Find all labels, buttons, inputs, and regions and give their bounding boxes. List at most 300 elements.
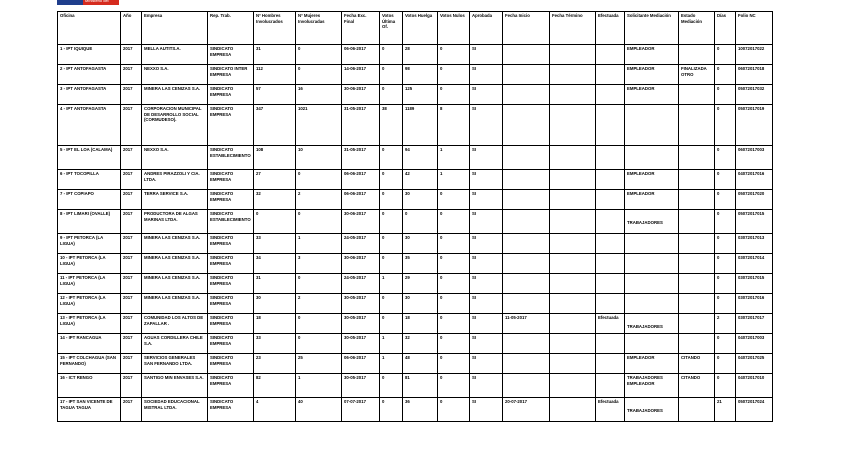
- col-header-fecha-inicio: Fecha Inicio: [503, 12, 550, 45]
- cell-text: 112: [256, 66, 263, 71]
- table-cell: [503, 274, 550, 294]
- table-row: [58, 354, 773, 374]
- col-header-rep-trab: Rep. Trab.: [208, 12, 254, 45]
- cell-text: PRODUCTORA DE ALGAS MARINAS LTDA.: [144, 211, 198, 222]
- cell-text: 0: [717, 295, 720, 300]
- cell-text: 10 - IPT PETORCA (LA LIGUA): [60, 255, 106, 266]
- cell-text: 0: [382, 255, 385, 260]
- cell-text: SI: [472, 211, 477, 216]
- table-cell: [296, 105, 342, 146]
- cell-text: SINDICATO EMPRESA: [210, 86, 234, 97]
- table-cell: [550, 65, 596, 85]
- cell-text: SINDICATO EMPRESA: [210, 275, 234, 286]
- table-cell: [470, 314, 503, 334]
- table-cell: [254, 334, 296, 354]
- table-cell: [715, 210, 736, 234]
- cell-text: 0: [717, 66, 720, 71]
- cell-text: 24-05-2017: [344, 235, 366, 240]
- table-cell: [121, 294, 142, 314]
- table-cell: [142, 210, 208, 234]
- col-header-empresa: Empresa: [142, 12, 208, 45]
- cell-text: SINDICATO EMPRESA: [210, 235, 234, 246]
- cell-text: 0: [405, 211, 408, 216]
- cell-text: SINDICATO EMPRESA: [210, 295, 234, 306]
- cell-text: 33: [256, 335, 261, 340]
- cell-text: SI: [472, 399, 477, 404]
- cell-text: MINERA LAS CENIZAS S.A.: [144, 255, 201, 260]
- cell-text: SANTIGO MIN ENVASES S.A.: [144, 375, 204, 380]
- table-cell: [679, 45, 715, 65]
- cell-text: 6 - IPT TOCOPILLA: [60, 171, 99, 176]
- cell-text: 11 - IPT PETORCA (LA LIGUA): [60, 275, 106, 286]
- table-cell: [736, 170, 773, 190]
- cell-text: 30-06-2017: [344, 211, 366, 216]
- table-cell: [121, 398, 142, 422]
- cell-text: 30-05-2017: [344, 295, 366, 300]
- cell-text: SINDICATO EMPRESA: [210, 46, 234, 57]
- table-cell: [403, 274, 438, 294]
- cell-text: 94: [405, 147, 410, 152]
- table-cell: [715, 334, 736, 354]
- cell-text: 2017: [123, 355, 133, 360]
- col-header-mujeres: Nº Mujeres Involucradas: [296, 12, 342, 45]
- cell-text: 0: [440, 235, 443, 240]
- cell-text: EMPLEADOR: [627, 86, 655, 91]
- table-cell: [550, 170, 596, 190]
- table-cell: [438, 334, 470, 354]
- table-cell: [142, 65, 208, 85]
- table-cell: [142, 105, 208, 146]
- table-row: [58, 374, 773, 398]
- table-cell: [121, 254, 142, 274]
- cell-text: 8 - IPT LIMARI (OVALLE): [60, 211, 111, 216]
- table-cell: [142, 374, 208, 398]
- cell-text: 16: [298, 86, 303, 91]
- table-cell: [380, 190, 403, 210]
- cell-text: 0: [382, 399, 385, 404]
- cell-text: SERVICIOS GENERALES SAN FERNANDO LTDA.: [144, 355, 196, 366]
- cell-text: SINDICATO EMPRESA: [210, 375, 234, 386]
- cell-text: SI: [472, 147, 477, 152]
- table-cell: [503, 146, 550, 170]
- cell-text: 0: [256, 211, 259, 216]
- table-cell: [342, 374, 380, 398]
- table-cell: [342, 170, 380, 190]
- col-header-aprobada: Aprobada: [470, 12, 503, 45]
- table-cell: [142, 274, 208, 294]
- table-cell: [58, 374, 121, 398]
- table-cell: [438, 65, 470, 85]
- cell-text: 29: [405, 275, 410, 280]
- cell-text: 0: [298, 46, 301, 51]
- table-cell: [470, 398, 503, 422]
- cell-text: 0: [298, 66, 301, 71]
- table-cell: [736, 398, 773, 422]
- table-cell: [625, 294, 679, 314]
- table-cell: [121, 65, 142, 85]
- table-cell: [208, 274, 254, 294]
- header-row: [58, 12, 773, 45]
- table-cell: [403, 105, 438, 146]
- table-cell: [254, 170, 296, 190]
- table-cell: [503, 210, 550, 234]
- cell-text: 0: [440, 86, 443, 91]
- cell-text: 31: [256, 275, 261, 280]
- table-cell: [403, 334, 438, 354]
- cell-text: 4 - IPT ANTOFAGASTA: [60, 106, 107, 111]
- table-cell: [679, 146, 715, 170]
- table-cell: [503, 105, 550, 146]
- cell-text: 2017: [123, 171, 133, 176]
- cell-text: SINDICATO ESTABLECIMIENTO: [210, 211, 251, 222]
- cell-text: 20-07-2017: [505, 399, 527, 404]
- cell-text: 07-07-2017: [344, 399, 366, 404]
- cell-text: 0: [717, 355, 720, 360]
- cell-text: 03072017016: [738, 295, 765, 300]
- table-cell: [342, 190, 380, 210]
- table-row: [58, 190, 773, 210]
- cell-text: SINDICATO EMPRESA: [210, 355, 234, 366]
- table-cell: [296, 334, 342, 354]
- cell-text: 1189: [405, 106, 415, 111]
- cell-text: MELLA AUTITS.A.: [144, 46, 181, 51]
- cell-text: 30-05-2017: [344, 375, 366, 380]
- table-cell: [715, 146, 736, 170]
- table-cell: [470, 105, 503, 146]
- cell-text: 0: [382, 211, 385, 216]
- table-cell: [342, 314, 380, 334]
- table-body: [58, 45, 773, 422]
- cell-text: Efectuada: [598, 399, 619, 404]
- table-cell: [596, 170, 625, 190]
- table-cell: [503, 45, 550, 65]
- table-cell: [736, 234, 773, 254]
- cell-text: 1: [298, 375, 301, 380]
- table-cell: [679, 398, 715, 422]
- table-cell: [208, 254, 254, 274]
- table-cell: [296, 65, 342, 85]
- cell-text: 40: [298, 399, 303, 404]
- table-cell: [380, 105, 403, 146]
- table-cell: [296, 146, 342, 170]
- table-cell: [342, 105, 380, 146]
- table-row: [58, 334, 773, 354]
- table-cell: [58, 146, 121, 170]
- cell-text: NEXXO S.A.: [144, 66, 169, 71]
- table-cell: [625, 254, 679, 274]
- table-cell: [715, 65, 736, 85]
- table-cell: [715, 274, 736, 294]
- table-cell: [208, 85, 254, 105]
- cell-text: SI: [472, 295, 477, 300]
- table-cell: [679, 314, 715, 334]
- table-cell: [142, 146, 208, 170]
- cell-text: SINDICATO EMPRESA: [210, 191, 234, 202]
- table-cell: [679, 85, 715, 105]
- table-cell: [596, 234, 625, 254]
- table-cell: [503, 190, 550, 210]
- table-cell: [736, 146, 773, 170]
- table-cell: [503, 374, 550, 398]
- ministry-logo: [57, 0, 119, 9]
- col-header-fecha-exc: Fecha Exc. Final: [342, 12, 380, 45]
- table-row: [58, 398, 773, 422]
- table-cell: [296, 190, 342, 210]
- cell-text: 0: [717, 86, 720, 91]
- cell-text: SI: [472, 86, 477, 91]
- table-cell: [121, 210, 142, 234]
- col-header-votos-ultima: Votos Última Of.: [380, 12, 403, 45]
- table-cell: [296, 294, 342, 314]
- cell-text: 0: [382, 191, 385, 196]
- cell-text: 10072017022: [738, 46, 765, 51]
- cell-text: SI: [472, 235, 477, 240]
- table-cell: [296, 354, 342, 374]
- cell-text: 05072017015: [738, 211, 765, 216]
- table-cell: [296, 254, 342, 274]
- table-cell: [679, 274, 715, 294]
- table-cell: [679, 190, 715, 210]
- table-cell: [58, 398, 121, 422]
- table-cell: [58, 314, 121, 334]
- table-cell: [596, 294, 625, 314]
- cell-text: 06-06-2017: [344, 355, 366, 360]
- table-cell: [380, 254, 403, 274]
- cell-text: MINERA LAS CENIZAS S.A.: [144, 86, 201, 91]
- table-cell: [58, 234, 121, 254]
- table-cell: [254, 274, 296, 294]
- cell-text: 30: [405, 191, 410, 196]
- table-cell: [679, 65, 715, 85]
- table-cell: [254, 374, 296, 398]
- cell-text: 03072017015: [738, 275, 765, 280]
- cell-text: 2017: [123, 147, 133, 152]
- cell-text: 81: [405, 375, 410, 380]
- table-cell: [438, 398, 470, 422]
- table-cell: [470, 146, 503, 170]
- table-cell: [736, 190, 773, 210]
- cell-text: 36: [405, 399, 410, 404]
- cell-text: 04072017003: [738, 335, 765, 340]
- table-cell: [503, 170, 550, 190]
- cell-text: 0: [440, 211, 443, 216]
- cell-text: 42: [405, 171, 410, 176]
- cell-text: 12 - IPT PETORCA (LA LIGUA): [60, 295, 106, 306]
- cell-text: 2017: [123, 211, 133, 216]
- cell-text: 30-06-2017: [344, 255, 366, 260]
- table-cell: [142, 170, 208, 190]
- table-row: [58, 254, 773, 274]
- table-cell: [596, 334, 625, 354]
- table-cell: [625, 170, 679, 190]
- table-cell: [296, 210, 342, 234]
- cell-text: 2017: [123, 295, 133, 300]
- cell-text: 2017: [123, 106, 133, 111]
- table-cell: [736, 314, 773, 334]
- table-cell: [736, 274, 773, 294]
- table-cell: [380, 274, 403, 294]
- cell-text: 14-06-2017: [344, 66, 366, 71]
- cell-text: 0: [382, 315, 385, 320]
- table-cell: [58, 65, 121, 85]
- table-cell: [58, 254, 121, 274]
- table-cell: [625, 85, 679, 105]
- cell-text: TRABAJADORES EMPLEADOR: [627, 375, 663, 386]
- cell-text: 06-06-2017: [344, 191, 366, 196]
- table-cell: [296, 45, 342, 65]
- table-cell: [403, 45, 438, 65]
- cell-text: 1: [298, 235, 301, 240]
- table-cell: [121, 374, 142, 398]
- cell-text: 06072017018: [738, 66, 765, 71]
- cell-text: 1: [382, 355, 385, 360]
- table-cell: [503, 294, 550, 314]
- cell-text: 2 - IPT ANTOFAGASTA: [60, 66, 107, 71]
- cell-text: 0: [382, 147, 385, 152]
- table-row: [58, 294, 773, 314]
- cell-text: SI: [472, 355, 477, 360]
- table-cell: [679, 354, 715, 374]
- table-cell: [596, 374, 625, 398]
- table-cell: [380, 45, 403, 65]
- cell-text: SINDICATO EMPRESA: [210, 399, 234, 410]
- cell-text: COMUNIDAD LOS ALTOS DE ZAPALLAR .: [144, 315, 204, 326]
- cell-text: 06-06-2017: [344, 171, 366, 176]
- cell-text: 14 - IPT RANCAGUA: [60, 335, 102, 340]
- cell-text: 0: [717, 335, 720, 340]
- table-cell: [438, 234, 470, 254]
- table-cell: [296, 85, 342, 105]
- cell-text: SI: [472, 255, 477, 260]
- table-cell: [679, 170, 715, 190]
- table-cell: [121, 274, 142, 294]
- table-row: [58, 65, 773, 85]
- cell-text: 0: [440, 315, 443, 320]
- cell-text: 3: [298, 255, 301, 260]
- table-cell: [625, 105, 679, 146]
- table-cell: [403, 210, 438, 234]
- table-cell: [438, 274, 470, 294]
- cell-text: TERRA SERVICE S.A.: [144, 191, 189, 196]
- cell-text: Efectuada: [598, 315, 619, 320]
- table-cell: [142, 314, 208, 334]
- cell-text: 30-06-2017: [344, 86, 366, 91]
- col-header-oficina: Oficina: [58, 12, 121, 45]
- table-cell: [550, 234, 596, 254]
- table-cell: [596, 85, 625, 105]
- table-cell: [380, 354, 403, 374]
- col-header-folio: Folio NC: [736, 12, 773, 45]
- table-row: [58, 146, 773, 170]
- table-cell: [596, 105, 625, 146]
- table-cell: [679, 294, 715, 314]
- table-cell: [470, 354, 503, 374]
- table-cell: [403, 85, 438, 105]
- cell-text: EMPLEADOR: [627, 355, 655, 360]
- cell-text: 2017: [123, 86, 133, 91]
- table-cell: [596, 254, 625, 274]
- cell-text: AGUAS CORDILLERA CHILE S.A.: [144, 335, 203, 346]
- cell-text: EMPLEADOR: [627, 66, 655, 71]
- table-cell: [208, 398, 254, 422]
- table-cell: [503, 314, 550, 334]
- table-cell: [625, 45, 679, 65]
- table-cell: [736, 254, 773, 274]
- table-cell: [208, 314, 254, 334]
- table-cell: [470, 65, 503, 85]
- table-cell: [736, 65, 773, 85]
- table-cell: [296, 398, 342, 422]
- table-cell: [254, 234, 296, 254]
- cell-text: 04072017016: [738, 171, 765, 176]
- table-cell: [470, 190, 503, 210]
- cell-text: 31: [256, 46, 261, 51]
- table-cell: [403, 170, 438, 190]
- cell-text: 2017: [123, 275, 133, 280]
- table-cell: [342, 398, 380, 422]
- table-cell: [121, 334, 142, 354]
- table-cell: [58, 274, 121, 294]
- cell-text: 2: [717, 315, 720, 320]
- table-cell: [296, 170, 342, 190]
- table-cell: [625, 398, 679, 422]
- cell-text: SI: [472, 375, 477, 380]
- cell-text: 03072017013: [738, 235, 765, 240]
- col-header-fecha-termino: Fecha Término: [550, 12, 596, 45]
- table-cell: [403, 254, 438, 274]
- table-cell: [58, 294, 121, 314]
- cell-text: 0: [298, 275, 301, 280]
- table-cell: [550, 334, 596, 354]
- cell-text: 11-05-2017: [505, 315, 527, 320]
- table-cell: [736, 105, 773, 146]
- table-cell: [254, 146, 296, 170]
- table-cell: [380, 334, 403, 354]
- table-cell: [715, 234, 736, 254]
- cell-text: 82: [256, 375, 261, 380]
- cell-text: 18: [256, 315, 261, 320]
- cell-text: MINERA LAS CENIZAS S.A.: [144, 295, 201, 300]
- col-header-votos-nulos: Votos Nulos: [438, 12, 470, 45]
- table-cell: [715, 190, 736, 210]
- table-cell: [470, 254, 503, 274]
- table-cell: [438, 105, 470, 146]
- table-cell: [679, 254, 715, 274]
- table-cell: [503, 85, 550, 105]
- cell-text: 0: [440, 375, 443, 380]
- cell-text: 05072017024: [738, 399, 765, 404]
- cell-text: EMPLEADOR: [627, 46, 655, 51]
- table-cell: [470, 45, 503, 65]
- table-cell: [470, 334, 503, 354]
- cell-text: TRABAJADORES: [627, 220, 663, 225]
- cell-text: MINERA LAS CENIZAS S.A.: [144, 235, 201, 240]
- col-header-dias: Días: [715, 12, 736, 45]
- table-cell: [380, 234, 403, 254]
- table-cell: [58, 45, 121, 65]
- table-cell: [58, 190, 121, 210]
- cell-text: 13 - IPT PETORCA (LA LIGUA): [60, 315, 106, 326]
- table-cell: [58, 210, 121, 234]
- cell-text: 0: [440, 275, 443, 280]
- cell-text: 32: [405, 335, 410, 340]
- table-cell: [296, 374, 342, 398]
- cell-text: SI: [472, 66, 477, 71]
- cell-text: 16 - ICT RENGO: [60, 375, 93, 380]
- table-cell: [679, 374, 715, 398]
- table-cell: [403, 398, 438, 422]
- table-cell: [550, 314, 596, 334]
